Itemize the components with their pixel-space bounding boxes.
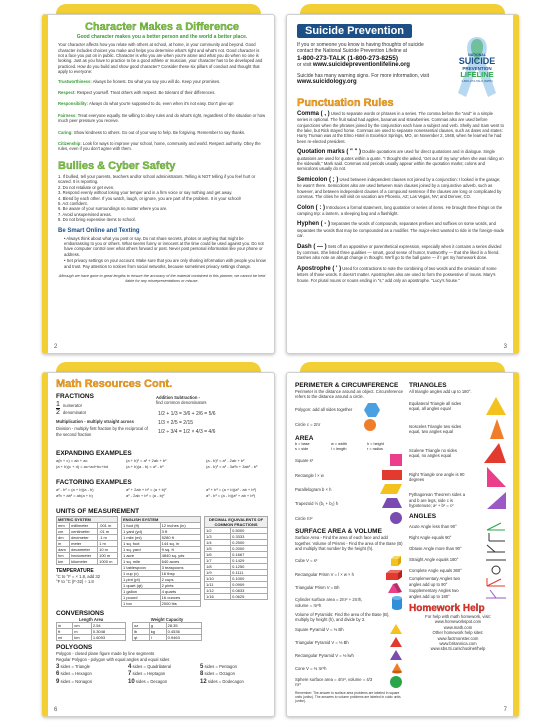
angle-icon bbox=[485, 554, 507, 564]
svg-text:a³ - b³ = (a - b)(a² + ab + b²: a³ - b³ = (a - b)(a² + ab + b²) bbox=[206, 492, 256, 498]
angle-icon bbox=[485, 577, 507, 587]
english-row bbox=[122, 600, 201, 606]
decimal-row-cell: 1/12 bbox=[205, 587, 231, 593]
pyramid-icon bbox=[389, 623, 403, 635]
svg-text:(a + b)(c + d) = ac+ad+bc+bd: (a + b)(c + d) = ac+ad+bc+bd bbox=[56, 463, 109, 469]
decimal-row-cell: 0.1250 bbox=[231, 563, 268, 569]
english-row-cell: 1 sq. mile bbox=[122, 558, 161, 564]
decimal-row-cell: 0.1667 bbox=[231, 551, 268, 557]
svg-text:a² - b² = (a + b)(a - b): a² - b² = (a + b)(a - b) bbox=[56, 486, 94, 492]
homework-site[interactable]: www.factmonster.com bbox=[437, 635, 479, 641]
volume-item: Cone V = ⅓ πr²h bbox=[295, 665, 327, 671]
english-row-cell: 144 sq. in bbox=[160, 540, 200, 546]
triangles-title: TRIANGLES bbox=[409, 382, 447, 389]
page-number: 2 bbox=[54, 344, 58, 350]
math-heading: Math Resources Cont. bbox=[56, 378, 173, 390]
svg-text:1/3 × 2/5 = 2/15: 1/3 × 2/5 = 2/15 bbox=[158, 419, 194, 426]
pyramid-icon bbox=[389, 636, 403, 648]
pillar-item: Citizenship: Look for ways to improve your school, home, community and world. Respect authority. Obey the rules, even if you don't agree with them. bbox=[58, 141, 261, 152]
english-row-cell: 2 cups bbox=[160, 576, 200, 582]
metric-row bbox=[57, 558, 118, 564]
svg-text:(a - b)² = a² - 2ab + b²: (a - b)² = a² - 2ab + b² bbox=[206, 457, 245, 463]
denominator-label: denominator bbox=[62, 409, 87, 415]
length-title: Length Area bbox=[78, 616, 104, 622]
angle-item: Straight Angle equals 180° bbox=[409, 554, 507, 564]
angle-icon bbox=[485, 532, 507, 542]
weight-table bbox=[132, 622, 202, 641]
bully-item: 2. Do not retaliate or get even. bbox=[58, 184, 115, 190]
expanding-examples bbox=[56, 457, 271, 471]
fraction-icon: 1 2 bbox=[56, 401, 60, 416]
volume-item: Sphere surface area = 4πr², volume = 4/3 πr³ bbox=[295, 677, 373, 688]
metric-row-cell: 10 m bbox=[98, 546, 118, 552]
svg-text:1/2 + 1/3 = 3/6 + 2/6 = 5/6: 1/2 + 1/3 = 3/6 + 2/6 = 5/6 bbox=[158, 410, 216, 417]
polygon-def: Regular Polygon - polygon with equal angles and equal sides bbox=[56, 656, 170, 662]
homework-site[interactable]: www.sbs.tti.ca/schoolnet/help bbox=[430, 646, 486, 652]
length-row-cell: 1.6093 bbox=[91, 635, 125, 641]
sphere-icon bbox=[389, 675, 403, 689]
disclaimer: Although we have gone to great lengths to ensure the accuracy of the material contained in this planner, we cannot be held liable for any misrepresentations or misuse. bbox=[58, 273, 266, 284]
english-row-cell: 3 ft bbox=[160, 528, 200, 534]
triangle-item: Pythagorean Theorem sides a and b are legs, side c is hypotenuse; a² + b² = c² bbox=[409, 492, 466, 509]
bully-item: 7. Avoid unsupervised areas. bbox=[58, 211, 112, 217]
area-item: Circle πr² bbox=[295, 515, 313, 521]
suicide-heading: Suicide Prevention bbox=[297, 24, 412, 38]
angle-item: Right Angle equals 90° bbox=[409, 532, 507, 542]
lifeline-logo bbox=[450, 33, 504, 105]
angle-icon bbox=[485, 565, 507, 575]
english-row-cell: 4840 sq. yds bbox=[160, 552, 200, 558]
character-intro: Your character affects how you relate with others at school, at home, in your community and beyond. Good character includes choices you make and helps you determine what's right and what's not. Good character is not a face you put on in public. Character is who you are when you're alone and what you do when no one is looking. Just as you have to practice to be a good athlete or musician, your character has to be developed and practiced. How do you build and show good character? Consider these six pillars of conduct and thought that apply to everyone: bbox=[58, 42, 263, 75]
length-row-cell: mi bbox=[57, 635, 73, 641]
rule-item: Colon ( : ) Introduces a formal statement, long quotation or series of items. He brought three things on the camping trip: a lantern, a sleeping bag and a flashlight. bbox=[297, 204, 503, 216]
metric-row-cell: cm bbox=[57, 528, 70, 534]
metric-row-cell: decameter bbox=[70, 546, 98, 552]
triangle-item: Scalene Triangle no sides equal, no angles equal bbox=[409, 448, 457, 459]
rule-item: Apostrophe ( ' ) Used for contractions to note the combining of two words and the omission of some letters of those words. It doesn't matter. Apostrophes also are used to form the possessive of nouns. Mary's house. For plural nouns or nouns ending in "s," add only an apostrophe. "Lucy's house." bbox=[297, 265, 497, 283]
decimal-row-cell: 0.2500 bbox=[231, 539, 268, 545]
english-row-cell: 12 inches (in) bbox=[160, 522, 200, 528]
english-row-cell: 1 gallon bbox=[122, 588, 161, 594]
decimal-row-cell: 1/16 bbox=[205, 593, 231, 599]
decimal-row-cell: 1/8 bbox=[205, 563, 231, 569]
decimal-row-cell: 0.0909 bbox=[231, 581, 268, 587]
bully-item: 6. Be aware of your surroundings no matter where you are. bbox=[58, 206, 168, 212]
logo-phone: 1-800-273-TALK (8255) bbox=[461, 79, 493, 83]
english-row-cell: 16 tbsp bbox=[160, 570, 200, 576]
weight-row-cell: kg bbox=[149, 629, 166, 635]
english-row-cell: 9 sq. ft bbox=[160, 546, 200, 552]
metric-row-cell: meter bbox=[70, 540, 98, 546]
svg-text:a(b + c) = ab + ac: a(b + c) = ab + ac bbox=[56, 457, 88, 463]
volume-item: Triangular Pyramid V = ⅓ Bh bbox=[295, 639, 349, 645]
rule-item: Comma ( , ) Used to separate words or phrases in a series. The comma before the "and" in a simple series is optional. The fruit salad had apples, bananas and strawberries. Commas also are used before conjunctions when the phrases joined by the conjunction each have a subject and verb. Shelly and Sam went to the lake, but Rick stayed home. Commas are used to separate nonessential clauses, such as dates and states: Harry Truman was at the Elmo Hotel in Excelsior Springs, MO, on November 2, 1948, when he learned he had been re-elected president. bbox=[297, 110, 504, 144]
equilateral-triangle-icon bbox=[485, 396, 507, 416]
area-legend: b = base w = width h = height s = side l = length r = radius bbox=[295, 441, 384, 451]
decimal-row-cell: 1/2 bbox=[205, 527, 231, 533]
metric-row-cell: 100 m bbox=[98, 552, 118, 558]
page-math bbox=[42, 372, 275, 717]
polygon-item: 3 sides = Triangle bbox=[56, 664, 90, 671]
square-icon bbox=[389, 453, 403, 467]
surface-def: Surface Area - Find the area of each face and add together. Volume of Prisms - Find the area of the Base (B) and multiply that number by the height (h). bbox=[295, 535, 403, 552]
cone-icon bbox=[391, 662, 403, 674]
polygon-item: 10 sides = Decagon bbox=[128, 678, 168, 685]
page-geometry bbox=[286, 372, 519, 717]
logo-national: NATIONAL bbox=[468, 53, 486, 57]
expanding-title: EXPANDING EXAMPLES bbox=[56, 449, 132, 457]
prism-icon bbox=[385, 569, 403, 581]
homework-site[interactable]: www.homeworkspot.com bbox=[434, 619, 482, 625]
character-subtitle: Good character makes you a better person and the world a better place. bbox=[76, 34, 248, 40]
circle-line: Circle c = 2πr bbox=[295, 422, 321, 428]
decimal-row-cell: 0.5000 bbox=[231, 527, 268, 533]
decimal-row-cell: 1/6 bbox=[205, 551, 231, 557]
page-number: 7 bbox=[503, 707, 507, 713]
rule-item: Hyphen ( - ) Separates the words of compounds, separates prefixes and suffixes on some words, and separates the words that may be compounded as a modifier. The major-elect wanted to ride in the foreign-made car. bbox=[297, 221, 505, 239]
english-row-cell: 1 yard (yd) bbox=[122, 528, 161, 534]
rectangle-icon bbox=[381, 469, 403, 481]
svg-text:(a - b)³ = a³ - 3a²b + 3ab² -: (a - b)³ = a³ - 3a²b + 3ab² - b³ bbox=[206, 463, 258, 469]
area-title: AREA bbox=[295, 434, 314, 442]
polygon-def: Polygon - closed plane figure made by line segments bbox=[56, 651, 155, 657]
angle-list bbox=[409, 521, 507, 599]
pillar-item: Responsibility: Always do what you're supposed to do, even when it's not easy. Don't give up! bbox=[58, 101, 234, 107]
weight-row bbox=[133, 635, 202, 641]
suicidology-site: www.suicidology.org bbox=[297, 78, 357, 85]
decimal-table: DECIMAL EQUIVALENTS OF COMMON FRACTIONS 1/2 0.5000 1/3 0.3333 1/4 0.2500 1/5 0.2000 1/6 0.1667 1/7 0.1429 1/8 0.1250 1/9 0.1111 1/10 0.1000 1/11 0.0909 1/12 0.0833 1/16 0.0625 bbox=[204, 516, 268, 600]
homework-site[interactable]: www.math.com bbox=[443, 624, 473, 630]
english-row-cell: 16 ounces bbox=[160, 594, 200, 600]
area-item: Parallelogram b × h bbox=[295, 486, 332, 492]
angle-item: Obtuse Angle more than 90° bbox=[409, 543, 507, 553]
length-row-cell: ft bbox=[57, 629, 73, 635]
cylinder-icon bbox=[391, 595, 403, 611]
character-heading: Character Makes a Difference bbox=[84, 21, 240, 33]
english-row-cell: 1 foot (ft) bbox=[122, 522, 161, 528]
svg-text:(a + b)² = a² + 2ab + b²: (a + b)² = a² + 2ab + b² bbox=[126, 457, 167, 463]
polygon-item: 5 sides = Pentagon bbox=[200, 664, 237, 671]
angle-icon bbox=[485, 543, 507, 553]
polygon-item: 8 sides = Octagon bbox=[200, 671, 235, 678]
page-number: 3 bbox=[503, 344, 507, 350]
decimal-row-cell: 0.3333 bbox=[231, 533, 268, 539]
english-row-cell: 1 sq. yard bbox=[122, 546, 161, 552]
pillar-item: Caring: Show kindness to others. Go out of your way to help. Be forgiving. Remember to say thanks. bbox=[58, 129, 246, 135]
english-row-cell: 1 pound bbox=[122, 594, 161, 600]
triangles-sub: All triangle angles add up to 180°. bbox=[409, 389, 472, 394]
decimal-row bbox=[205, 593, 268, 599]
trapezoid-icon bbox=[381, 497, 403, 509]
weight-row-cell: 0.4536 bbox=[166, 629, 201, 635]
footnote: Remember: The answer to surface area problems are labeled in square units (units²). The answers to volume problems are labeled in cubic units (units³). bbox=[295, 691, 401, 704]
metric-row-cell: .001 m bbox=[98, 522, 118, 528]
weight-row-cell: l bbox=[149, 635, 166, 641]
area-item: Trapezoid ½ (b₁ + b₂) h bbox=[295, 500, 339, 506]
english-row-cell: 5280 ft bbox=[160, 534, 200, 540]
surface-title: SURFACE AREA & VOLUME bbox=[295, 528, 382, 536]
numerator-label: numerator bbox=[62, 402, 82, 408]
bully-item: 5. Act confident. bbox=[58, 200, 88, 206]
cube-icon bbox=[389, 554, 403, 568]
metric-row-cell: m bbox=[57, 540, 70, 546]
perimeter-title: PERIMETER & CIRCUMFERENCE bbox=[295, 382, 399, 389]
metric-row-cell: 1000 m bbox=[98, 558, 118, 564]
decimal-row-cell: 1/10 bbox=[205, 575, 231, 581]
triangle-item: Right Triangle one angle is 90 degrees bbox=[409, 472, 465, 483]
svg-text:a² + 2ab + b² = (a + b)²: a² + 2ab + b² = (a + b)² bbox=[126, 486, 167, 492]
english-row-cell: 640 acres bbox=[160, 558, 200, 564]
english-row-cell: 1 mile (mi) bbox=[122, 534, 161, 540]
pillars-list bbox=[58, 79, 266, 152]
length-row-cell: in bbox=[57, 623, 73, 629]
decimal-row-cell: 0.1111 bbox=[231, 569, 268, 575]
angle-item: Supplementary Angles two angles add up to 180° bbox=[409, 588, 507, 599]
metric-row-cell: hm bbox=[57, 552, 70, 558]
page-character bbox=[42, 14, 275, 354]
decimal-row-cell: 1/11 bbox=[205, 581, 231, 587]
english-table: ENGLISH SYSTEM 1 foot (ft) 12 inches (in) 1 yard (yd) 3 ft 1 mile (mi) 5280 ft 1 sq. foot 144 sq. in 1 sq. yard 9 sq. ft 1 acre 4840 sq. yds 1 sq. mile 640 acres 1 tablespoon 3 teaspoons 1 cup (c) 16 tbsp 1 pint (pt) 2 cups 1 quart (qt) 2 pints 1 gallon 4 quarts 1 pound 16 ounces 1 ton 2000 lbs bbox=[121, 516, 201, 607]
polygon-list bbox=[56, 664, 268, 685]
pyramid-icon bbox=[389, 649, 403, 661]
decimal-row-cell: 0.1429 bbox=[231, 557, 268, 563]
metric-row-cell: kilometer bbox=[70, 558, 98, 564]
volume-item: Volume of Pyramids: Find the area of the Base (B), multiply by height (h), and divide by 3. bbox=[295, 611, 390, 623]
metric-row-cell: mm bbox=[57, 522, 70, 528]
pythagorean-triangle-icon bbox=[485, 490, 507, 510]
english-row-cell: 1 quart (qt) bbox=[122, 582, 161, 588]
metric-row-cell: dam bbox=[57, 546, 70, 552]
area-item: Square s² bbox=[295, 457, 314, 463]
metric-row-cell: 1 m bbox=[98, 540, 118, 546]
decimal-row-cell: 1/9 bbox=[205, 569, 231, 575]
multiplication-rule: Multiplication - multiply straight across bbox=[56, 419, 134, 424]
temperature-title: TEMPERATURE bbox=[56, 567, 94, 574]
weight-row-cell: lb bbox=[133, 629, 150, 635]
polygon-item: 9 sides = Nonagon bbox=[56, 678, 93, 685]
length-row bbox=[57, 635, 126, 641]
factoring-examples bbox=[56, 486, 271, 500]
circle-icon bbox=[389, 511, 403, 525]
scalene-triangle-icon bbox=[483, 442, 507, 464]
metric-row-cell: centimeter bbox=[70, 528, 98, 534]
temperature-rule: °F to °C (F-32) ÷ 1.8 bbox=[56, 579, 94, 585]
homework-intro: For help with math homework, visit: bbox=[425, 614, 491, 620]
polygon-item: 6 sides = Hexagon bbox=[56, 671, 92, 678]
perimeter-def: Perimeter is the distance around an object. Circumference refers to the distance around a circle. bbox=[295, 389, 403, 400]
lifeline-site-row: or visit www.suicidepreventionlifeline.org bbox=[297, 62, 410, 69]
rule-item: Quotation marks ( " " ) Double quotations are used for direct quotations and in dialogue. Single quotations are used for quotes within a quote. "I thought she asked, 'Get out of my way' when she was riding on the sidewalk," Mark said. Commas and periods usually appear within the quotation marks; colons and semicolons usually do not. bbox=[297, 149, 504, 172]
weight-row-cell: qt bbox=[133, 635, 150, 641]
angle-icon bbox=[485, 589, 507, 599]
smart-title: Be Smart Online and Texting bbox=[58, 227, 140, 234]
logo-lifeline: LIFELINE bbox=[460, 70, 494, 79]
decimal-row-cell: 1/7 bbox=[205, 557, 231, 563]
weight-row-cell: g bbox=[149, 623, 166, 629]
punctuation-heading: Punctuation Rules bbox=[297, 96, 394, 109]
angle-icon bbox=[485, 521, 507, 531]
volume-item: Rectangular Prism V = l × w × h bbox=[295, 571, 354, 577]
triangle-item: Equilateral Triangle all sides equal, all angles equal bbox=[409, 401, 462, 412]
polygons-title: POLYGONS bbox=[56, 644, 93, 652]
polygon-item: 4 sides = Quadrilateral bbox=[128, 664, 172, 671]
logo-suicide: SUICIDE bbox=[458, 56, 496, 66]
length-row-cell: 2.54 bbox=[91, 623, 125, 629]
addition-rule: Addition Subtraction - bbox=[156, 395, 200, 400]
bully-item: 3. Respond evenly without losing your temper and in a firm voice or say nothing and get away. bbox=[58, 190, 233, 196]
angle-item: Complete Angle equals 360° bbox=[409, 565, 507, 575]
english-row-cell: 1 cup (c) bbox=[122, 570, 161, 576]
parallelogram-icon bbox=[379, 483, 403, 495]
decimal-row-cell: 0.0625 bbox=[231, 593, 268, 599]
svg-text:a² - 2ab + b² = (a - b)²: a² - 2ab + b² = (a - b)² bbox=[126, 492, 165, 498]
english-row-cell: 2000 lbs bbox=[160, 600, 200, 606]
polygon-line: Polygon: add all sides together bbox=[295, 407, 353, 413]
triangle-item: Isosceles Triangle two sides equal, two angles equal bbox=[409, 424, 462, 435]
bully-item: 1. If bullied, tell your parents, teachers and/or school administrators. Telling is NOT telling if you feel hurt or scared. It is reporting. bbox=[58, 173, 256, 185]
metric-row-cell: hectometer bbox=[70, 552, 98, 558]
svg-text:(a + b)(a - b) = a² - b²: (a + b)(a - b) = a² - b² bbox=[126, 463, 164, 469]
weight-title: Weight Capacity bbox=[150, 616, 184, 622]
pillar-item: Trustworthiness: Always be honest. Do what you say you will do. Keep your promises. bbox=[58, 78, 221, 84]
weight-row-cell: oz bbox=[133, 623, 150, 629]
length-table bbox=[56, 622, 126, 641]
right-triangle-icon bbox=[485, 466, 507, 488]
length-row-cell: 0.3048 bbox=[91, 629, 125, 635]
metric-row-cell: dm bbox=[57, 534, 70, 540]
fraction-examples bbox=[156, 408, 266, 442]
length-row-cell: cm bbox=[73, 623, 92, 629]
triangular-prism-icon bbox=[387, 582, 403, 594]
volume-item: Square Pyramid V = ⅓ Bh bbox=[295, 626, 344, 632]
metric-row-cell: .1 m bbox=[98, 534, 118, 540]
weight-row-cell: 0.9463 bbox=[166, 635, 201, 641]
angle-item: Acute Angle less than 90° bbox=[409, 521, 507, 531]
metric-row-cell: decimeter bbox=[70, 534, 98, 540]
phone-number: 1-800-273-TALK (1-800-273-8255) bbox=[297, 55, 399, 63]
metric-row-cell: km bbox=[57, 558, 70, 564]
logo-prevention: PREVENTION bbox=[462, 66, 492, 71]
svg-text:a³ + b³ = (a + b)(a² - ab + b²: a³ + b³ = (a + b)(a² - ab + b²) bbox=[206, 486, 257, 492]
homework-site[interactable]: Other homework help sites: bbox=[432, 630, 484, 636]
volume-item: Cube V = s³ bbox=[295, 557, 318, 563]
svg-text:a²b + ab² = ab(a + b): a²b + ab² = ab(a + b) bbox=[56, 492, 93, 498]
suicide-intro: If you or someone you know is having thoughts of suicide contact the National Suicide Prevention Lifeline at bbox=[297, 42, 424, 55]
svg-text:1/2 ÷ 3/4 = 1/2 × 4/3 = 4/6: 1/2 ÷ 3/4 = 1/2 × 4/3 = 4/6 bbox=[158, 428, 216, 435]
pillar-item: Fairness: Treat everyone equally. Be willing to obey rules and do what's right, regardless of the situation or how much peer pressure you receive. bbox=[58, 112, 266, 124]
decimal-row-cell: 1/3 bbox=[205, 533, 231, 539]
bully-heading: Bullies & Cyber Safety bbox=[58, 159, 176, 172]
isosceles-triangle-icon bbox=[487, 418, 507, 440]
rule-item: Dash ( — ) Sets off an appositive or parenthetical expression, especially when it contains a series divided by commas. She listed three qualities — smart, good sense of humor, trustworthy — that she liked in a friend. Dashes also note an abrupt change in thought. We'll go to the ball game — if I get my homework done. bbox=[297, 243, 502, 261]
fractions-title: FRACTIONS bbox=[56, 393, 94, 400]
english-row-cell: 3 teaspoons bbox=[160, 564, 200, 570]
division-rule: Division - multiply first fraction by the reciprocal of the second fraction bbox=[56, 426, 148, 437]
metric-row-cell: .01 m bbox=[98, 528, 118, 534]
polygon-item: 7 sides = Heptagon bbox=[128, 671, 166, 678]
metric-row-cell: millimeter bbox=[70, 522, 98, 528]
polygon-item: 12 sides = Dodecagon bbox=[200, 678, 244, 685]
bully-list bbox=[58, 174, 266, 223]
decimal-row-cell: 0.2000 bbox=[231, 545, 268, 551]
decimal-row-cell: 1/4 bbox=[205, 539, 231, 545]
conversions-title: CONVERSIONS bbox=[56, 609, 105, 617]
decimal-row-cell: 0.1000 bbox=[231, 575, 268, 581]
metric-table: METRIC SYSTEM mm millimeter .001 m cm centimeter .01 m dm decimeter .1 m m meter 1 m dam decameter 10 m hm hectometer 100 m km kilometer 1000 m bbox=[56, 516, 118, 565]
warning-text: Suicide has many warning signs. For more information, visit bbox=[297, 72, 429, 79]
decimal-row-cell: 1/5 bbox=[205, 545, 231, 551]
english-row-cell: 1 tablespoon bbox=[122, 564, 161, 570]
hexagon-icon bbox=[363, 402, 381, 418]
units-title: UNITS OF MEASUREMENT bbox=[56, 507, 140, 515]
homework-heading: Homework Help bbox=[409, 603, 485, 615]
smart-item: • Always think about what you post or say. Do not share secrets, photos or anything that might be embarrassing to you or others. What seems funny or innocent at the time could be used against you. Do not have computer control over what others forward or post. Never post personal information like your phone or address. bbox=[64, 235, 264, 257]
decimal-row-cell: 0.0833 bbox=[231, 587, 268, 593]
temperature-rule: °C to °F = × 1.8, add 32 bbox=[56, 573, 101, 579]
length-row-cell: m bbox=[73, 629, 92, 635]
volume-item: Cylinder surface area = 2πr² + 2πrh, volume = πr²h bbox=[295, 597, 363, 608]
bully-item: 4. Blend by each other. If you watch, laugh, or ignore, you are part of the problem. It is your school! bbox=[58, 195, 241, 201]
circle-icon bbox=[363, 418, 377, 432]
angles-title: ANGLES bbox=[409, 513, 437, 521]
rules-list bbox=[297, 111, 505, 283]
length-row-cell: km bbox=[73, 635, 92, 641]
homework-site[interactable]: www.britannica.com bbox=[439, 641, 477, 647]
area-item: Rectangle l × w bbox=[295, 472, 324, 478]
english-row-cell: 1 ton bbox=[122, 600, 161, 606]
english-row-cell: 1 pint (pt) bbox=[122, 576, 161, 582]
angle-item: Complementary Angles two angles add up to 90° bbox=[409, 576, 507, 587]
bully-item: 8. Do not bring expensive items to school. bbox=[58, 217, 136, 223]
weight-row-cell: 28.35 bbox=[166, 623, 201, 629]
page-number: 6 bbox=[54, 707, 58, 713]
pillar-item: Respect: Respect yourself. Treat others with respect. Be tolerant of their differences. bbox=[58, 90, 216, 96]
addition-sub: find common denominators bbox=[156, 400, 207, 406]
english-row-cell: 1 acre bbox=[122, 552, 161, 558]
page-suicide-punctuation bbox=[286, 14, 519, 354]
volume-item: Rectangular Pyramid V = ⅓ lwh bbox=[295, 652, 354, 658]
smart-item: • Set privacy settings on your account. Make sure that you are only sharing information with people you know and trust. Pay attention to notices from social networks, because sometimes privacy settings change. bbox=[64, 258, 266, 269]
english-row-cell: 2 pints bbox=[160, 582, 200, 588]
english-row-cell: 4 quarts bbox=[160, 588, 200, 594]
factoring-title: FACTORING EXAMPLES bbox=[56, 478, 132, 486]
volume-item: Triangular Prism V = Bh bbox=[295, 584, 340, 590]
rule-item: Semicolon ( ; ) Used between independent clauses not joined by a conjunction: I looked in the garage; he wasn't there. Semicolons also are used between main clauses joined by a conjunctive adverb, such as however, and between independent clauses of a compound sentence if the clauses are long or complicated by commas. The cities he will visit on vacation are Phoenix, AZ; Las Vegas, NV; and Denver, CO. bbox=[297, 176, 502, 200]
homework-sites bbox=[409, 619, 507, 651]
english-row-cell: 1 sq. foot bbox=[122, 540, 161, 546]
